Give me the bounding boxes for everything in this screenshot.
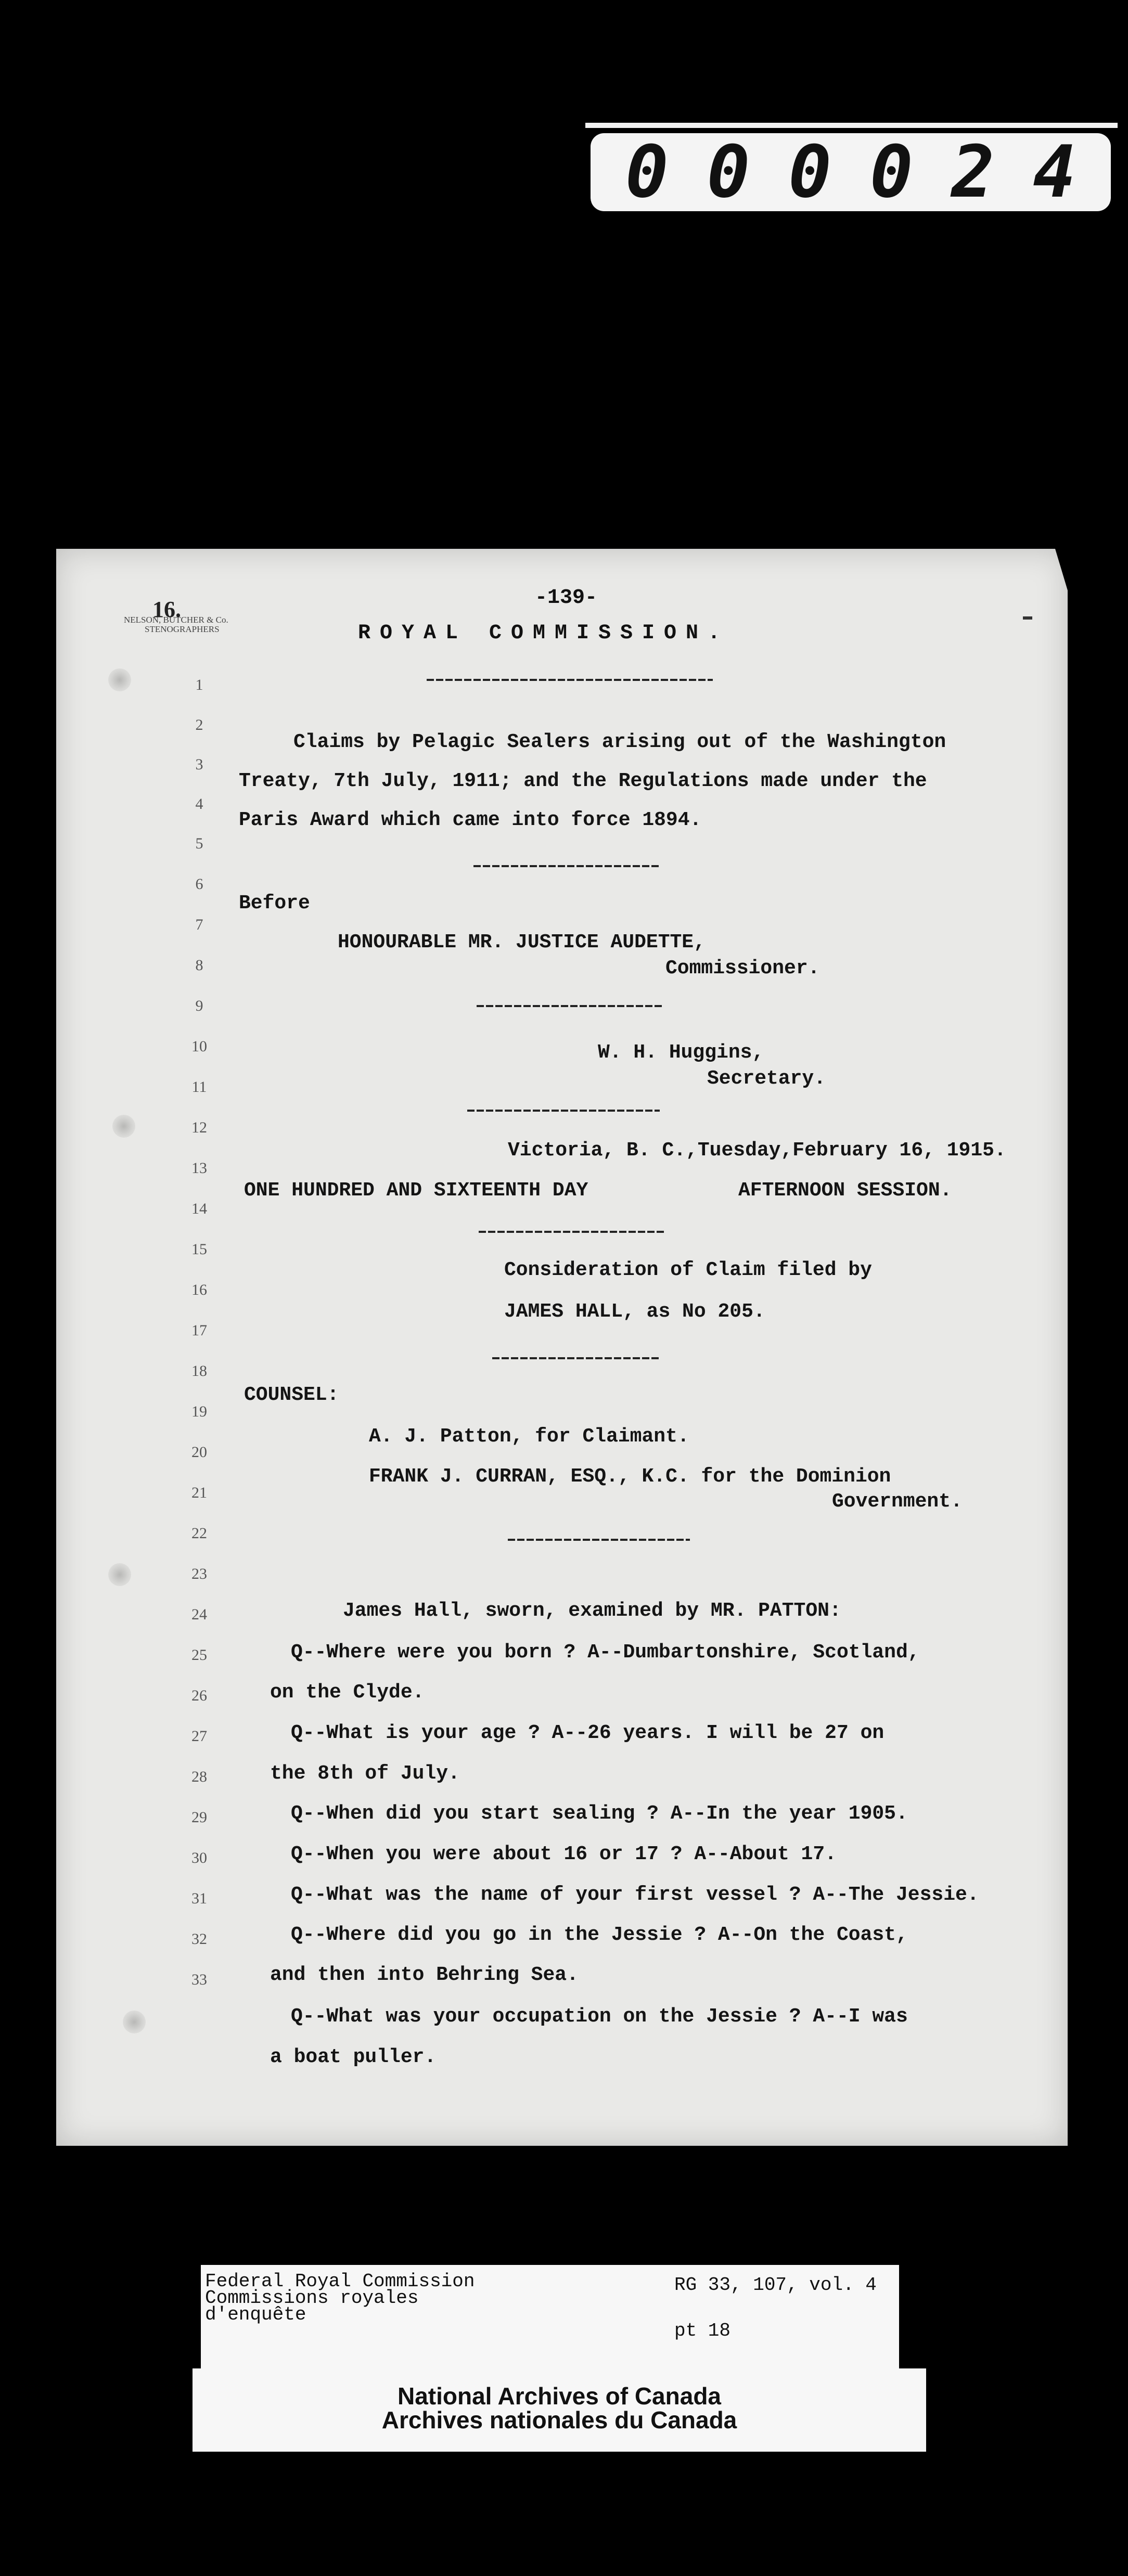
text-line: ONE HUNDRED AND SIXTEENTH DAY bbox=[244, 1179, 588, 1202]
text-line: a boat puller. bbox=[270, 2046, 437, 2068]
text-line: Paris Award which came into force 1894. bbox=[239, 809, 702, 831]
divider bbox=[473, 865, 659, 867]
line-number: 14 bbox=[191, 1200, 207, 1217]
text-line: Government. bbox=[832, 1490, 963, 1513]
line-number: 29 bbox=[191, 1809, 207, 1826]
counter-digit: 0 bbox=[788, 130, 832, 214]
frame-counter bbox=[591, 130, 1111, 214]
line-number: 8 bbox=[195, 957, 203, 974]
counter-digit: 4 bbox=[1033, 130, 1076, 214]
line-number: 5 bbox=[195, 835, 203, 852]
text-line: Before bbox=[239, 892, 310, 915]
archive-part: pt 18 bbox=[674, 2320, 731, 2341]
text-line: Claims by Pelagic Sealers arising out of the Washington bbox=[293, 731, 946, 753]
archive-reference: RG 33, 107, vol. 4 bbox=[674, 2274, 877, 2296]
text-line: Q--What is your age ? A--26 years. I will be 27 on bbox=[291, 1722, 885, 1744]
line-number: 20 bbox=[191, 1444, 207, 1461]
counter-digit: 0 bbox=[625, 130, 669, 214]
text-line: Q--Where were you born ? A--Dumbartonshire, Scotland, bbox=[291, 1641, 920, 1664]
line-number: 19 bbox=[191, 1403, 207, 1420]
line-number: 24 bbox=[191, 1606, 207, 1623]
line-number: 16 bbox=[191, 1281, 207, 1298]
text-line: on the Clyde. bbox=[270, 1681, 425, 1704]
archive-banner bbox=[193, 2368, 926, 2452]
text-line: Consideration of Claim filed by bbox=[504, 1259, 872, 1281]
divider bbox=[508, 1539, 690, 1541]
divider bbox=[427, 679, 713, 681]
line-number: 26 bbox=[191, 1687, 207, 1704]
line-number: 13 bbox=[191, 1160, 207, 1177]
line-number: 2 bbox=[195, 716, 203, 733]
divider bbox=[492, 1357, 660, 1359]
line-number: 17 bbox=[191, 1322, 207, 1339]
text-line: Q--When did you start sealing ? A--In the year 1905. bbox=[291, 1802, 908, 1825]
counter-strip bbox=[585, 123, 1118, 128]
document-page bbox=[56, 549, 1068, 2146]
line-number: 10 bbox=[191, 1038, 207, 1055]
line-number: 30 bbox=[191, 1849, 207, 1866]
line-number: 25 bbox=[191, 1646, 207, 1664]
imprint-line: NELSON, BUTCHER & Co. bbox=[124, 615, 228, 625]
line-number: 6 bbox=[195, 875, 203, 893]
counter-digit: 0 bbox=[869, 130, 913, 214]
line-number: 27 bbox=[191, 1728, 207, 1745]
label-line: d'enquête bbox=[205, 2304, 306, 2325]
text-line: HONOURABLE MR. JUSTICE AUDETTE, bbox=[338, 931, 706, 954]
punch-hole bbox=[112, 1115, 135, 1138]
banner-line-fr: Archives nationales du Canada bbox=[381, 2406, 737, 2433]
text-line: COUNSEL: bbox=[244, 1384, 339, 1406]
divider bbox=[477, 1005, 662, 1007]
text-line: Victoria, B. C.,Tuesday,February 16, 1915. bbox=[508, 1139, 1006, 1162]
line-number: 21 bbox=[191, 1484, 207, 1501]
line-number: 31 bbox=[191, 1890, 207, 1907]
text-line: Secretary. bbox=[707, 1067, 826, 1090]
page-number: -139- bbox=[535, 586, 598, 610]
text-line: Q--When you were about 16 or 17 ? A--About 17. bbox=[291, 1843, 837, 1865]
label-line: Commissions royales bbox=[205, 2287, 419, 2309]
margin-mark bbox=[1023, 616, 1032, 620]
counter-digit: 0 bbox=[707, 130, 750, 214]
text-line: Treaty, 7th July, 1911; and the Regulations made under the bbox=[239, 770, 927, 792]
text-line: Q--What was the name of your first vessel ? A--The Jessie. bbox=[291, 1884, 979, 1906]
line-number: 15 bbox=[191, 1241, 207, 1258]
banner-line-en: National Archives of Canada bbox=[397, 2382, 721, 2410]
punch-hole bbox=[108, 1563, 131, 1586]
text-line: W. H. Huggins, bbox=[598, 1041, 764, 1064]
text-line: Q--Where did you go in the Jessie ? A--On the Coast, bbox=[291, 1924, 908, 1946]
divider bbox=[479, 1231, 666, 1233]
line-number: 3 bbox=[195, 756, 203, 773]
line-number: 11 bbox=[191, 1078, 207, 1096]
line-number: 23 bbox=[191, 1565, 207, 1582]
text-line: the 8th of July. bbox=[270, 1762, 460, 1785]
imprint-line: STENOGRAPHERS bbox=[145, 624, 220, 634]
text-line: AFTERNOON SESSION. bbox=[738, 1179, 952, 1202]
text-line: Commissioner. bbox=[665, 957, 820, 980]
stenographer-imprint bbox=[124, 597, 228, 634]
text-line: A. J. Patton, for Claimant. bbox=[369, 1425, 689, 1448]
sheet-number: 16. bbox=[152, 597, 181, 622]
line-number: 4 bbox=[195, 795, 203, 813]
text-line: and then into Behring Sea. bbox=[270, 1964, 579, 1986]
counter-digit: 2 bbox=[951, 130, 995, 214]
line-number: 1 bbox=[195, 676, 203, 693]
line-number: 32 bbox=[191, 1930, 207, 1948]
text-line: Q--What was your occupation on the Jessie ? A--I was bbox=[291, 2005, 908, 2028]
text-line: James Hall, sworn, examined by MR. PATTON: bbox=[343, 1600, 841, 1622]
line-number: 22 bbox=[191, 1525, 207, 1542]
text-line: JAMES HALL, as No 205. bbox=[504, 1300, 765, 1323]
line-number: 9 bbox=[195, 997, 203, 1014]
label-line: Federal Royal Commission bbox=[205, 2271, 475, 2292]
text-line: FRANK J. CURRAN, ESQ., K.C. for the Dominion bbox=[369, 1465, 891, 1488]
line-number: 7 bbox=[195, 916, 203, 933]
line-number: 28 bbox=[191, 1768, 207, 1785]
line-number: 12 bbox=[191, 1119, 207, 1136]
archive-reference-label bbox=[201, 2265, 899, 2370]
document-title: ROYAL COMMISSION. bbox=[358, 622, 730, 645]
line-number: 18 bbox=[191, 1362, 207, 1380]
divider bbox=[467, 1110, 660, 1112]
punch-hole bbox=[108, 668, 131, 691]
line-number: 33 bbox=[191, 1971, 207, 1988]
punch-hole bbox=[123, 2011, 146, 2033]
